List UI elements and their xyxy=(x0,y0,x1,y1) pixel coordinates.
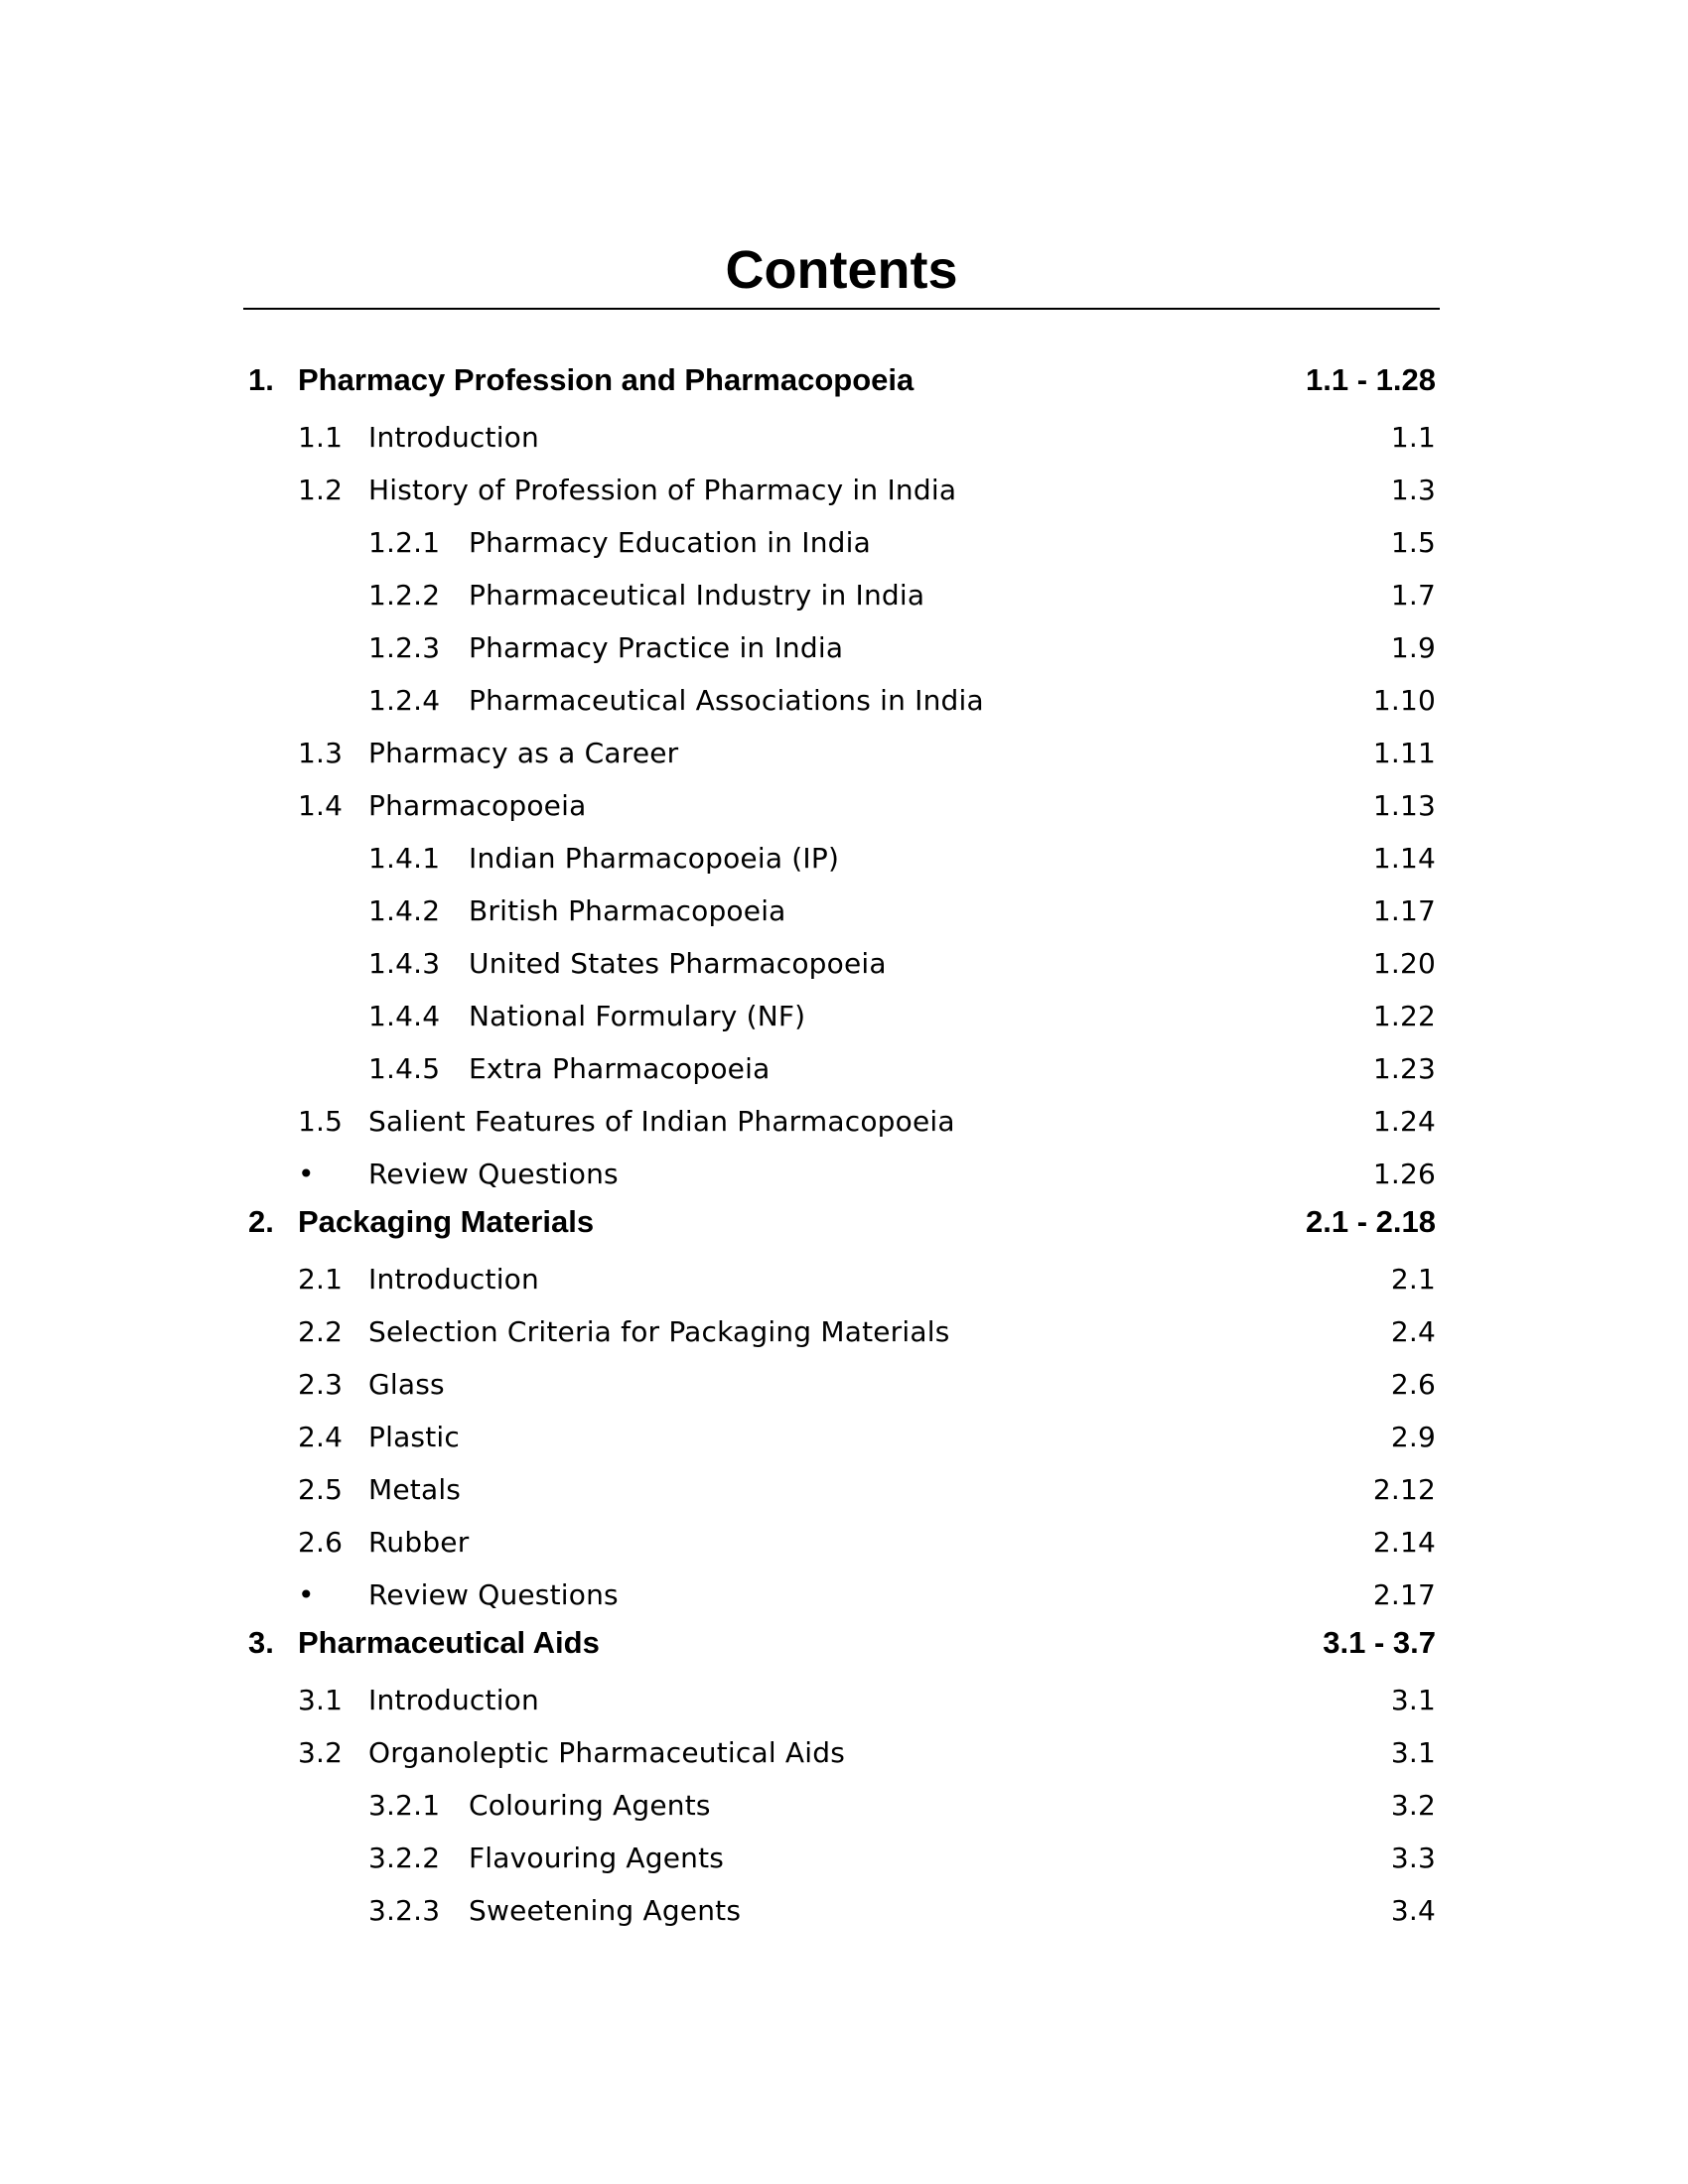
entry-title: Colouring Agents xyxy=(469,1789,711,1822)
bullet-marker: • xyxy=(298,1578,315,1611)
entry-number: 3.1 xyxy=(298,1684,344,1716)
entry-title: Plastic xyxy=(368,1421,460,1453)
entry-number: 1.2 xyxy=(298,474,344,506)
entry-page-number: 2.12 xyxy=(1372,1473,1436,1506)
entry-number: 1.1 xyxy=(298,421,344,454)
toc-section-entry xyxy=(0,727,1688,779)
entry-title: United States Pharmacopoeia xyxy=(469,947,887,980)
entry-page-number: 3.2 xyxy=(1390,1789,1436,1822)
toc-section-entry xyxy=(0,1726,1688,1779)
entry-number: 1.4.3 xyxy=(368,947,441,980)
entry-page-number: 1.23 xyxy=(1372,1052,1436,1085)
entry-page-number: 3.1 xyxy=(1390,1736,1436,1769)
toc-subsection-entry xyxy=(0,937,1688,990)
entry-page-number: 1.24 xyxy=(1372,1105,1436,1138)
toc-section-entry xyxy=(0,779,1688,832)
entry-page-number: 1.1 xyxy=(1390,421,1436,454)
entry-title: National Formulary (NF) xyxy=(469,1000,806,1032)
entry-page-number: 3.3 xyxy=(1390,1842,1436,1874)
entry-page-number: 3.4 xyxy=(1390,1894,1436,1927)
entry-number: 1.3 xyxy=(298,737,344,769)
entry-number: 1.2.2 xyxy=(368,579,441,612)
entry-title: Pharmacy Education in India xyxy=(469,526,871,559)
entry-page-number: 2.1 - 2.18 xyxy=(1306,1204,1436,1239)
toc-section-entry xyxy=(0,1148,1688,1200)
entry-title: Pharmaceutical Industry in India xyxy=(469,579,925,612)
entry-title: Pharmacy as a Career xyxy=(368,737,679,769)
entry-page-number: 2.17 xyxy=(1372,1578,1436,1611)
entry-number: 3.2.2 xyxy=(368,1842,441,1874)
entry-number: 2.5 xyxy=(298,1473,344,1506)
entry-page-number: 2.1 xyxy=(1390,1263,1436,1296)
entry-page-number: 1.11 xyxy=(1372,737,1436,769)
entry-page-number: 2.6 xyxy=(1390,1368,1436,1401)
entry-number: 3.2 xyxy=(298,1736,344,1769)
toc-section-entry xyxy=(0,1569,1688,1621)
toc-section-entry xyxy=(0,1516,1688,1569)
entry-number: 2.4 xyxy=(298,1421,344,1453)
entry-number: 2.3 xyxy=(298,1368,344,1401)
toc-section-entry xyxy=(0,1305,1688,1358)
entry-title: Pharmacy Profession and Pharmacopoeia xyxy=(298,362,914,397)
entry-title: Pharmaceutical Aids xyxy=(298,1625,600,1660)
entry-page-number: 1.22 xyxy=(1372,1000,1436,1032)
entry-title: Introduction xyxy=(368,1263,539,1296)
entry-number: 1.4.4 xyxy=(368,1000,441,1032)
entry-page-number: 3.1 - 3.7 xyxy=(1323,1625,1436,1660)
entry-page-number: 1.10 xyxy=(1372,684,1436,717)
entry-title: Metals xyxy=(368,1473,462,1506)
toc-subsection-entry xyxy=(0,516,1688,569)
toc-subsection-entry xyxy=(0,1832,1688,1884)
entry-title: Organoleptic Pharmaceutical Aids xyxy=(368,1736,845,1769)
toc-subsection-entry xyxy=(0,1779,1688,1832)
toc-chapter-entry xyxy=(0,1616,1688,1669)
entry-number: 2.2 xyxy=(298,1315,344,1348)
toc-subsection-entry xyxy=(0,990,1688,1042)
entry-title: Selection Criteria for Packaging Materials xyxy=(368,1315,950,1348)
entry-title: Salient Features of Indian Pharmacopoeia xyxy=(368,1105,955,1138)
entry-page-number: 1.13 xyxy=(1372,789,1436,822)
entry-title: Packaging Materials xyxy=(298,1204,595,1239)
entry-title: Extra Pharmacopoeia xyxy=(469,1052,771,1085)
entry-title: History of Profession of Pharmacy in India xyxy=(368,474,957,506)
entry-page-number: 1.7 xyxy=(1390,579,1436,612)
entry-page-number: 1.9 xyxy=(1390,631,1436,664)
entry-title: Pharmacopoeia xyxy=(368,789,587,822)
entry-number: 1.2.4 xyxy=(368,684,441,717)
toc-section-entry xyxy=(0,464,1688,516)
entry-number: 3. xyxy=(248,1625,274,1660)
entry-title: Flavouring Agents xyxy=(469,1842,725,1874)
entry-title: British Pharmacopoeia xyxy=(469,894,786,927)
entry-title: Pharmaceutical Associations in India xyxy=(469,684,984,717)
entry-number: 1.4.5 xyxy=(368,1052,441,1085)
toc-section-entry xyxy=(0,1463,1688,1516)
entry-number: 1.2.1 xyxy=(368,526,441,559)
entry-page-number: 1.3 xyxy=(1390,474,1436,506)
entry-page-number: 1.17 xyxy=(1372,894,1436,927)
entry-title: Sweetening Agents xyxy=(469,1894,742,1927)
entry-number: 3.2.3 xyxy=(368,1894,441,1927)
toc-section-entry xyxy=(0,1674,1688,1726)
entry-title: Glass xyxy=(368,1368,445,1401)
toc-chapter-entry xyxy=(0,353,1688,406)
toc-section-entry xyxy=(0,1411,1688,1463)
entry-number: 1.4.2 xyxy=(368,894,441,927)
toc-subsection-entry xyxy=(0,832,1688,885)
entry-page-number: 2.4 xyxy=(1390,1315,1436,1348)
toc-section-entry xyxy=(0,411,1688,464)
entry-number: 2.1 xyxy=(298,1263,344,1296)
toc-subsection-entry xyxy=(0,1042,1688,1095)
toc-section-entry xyxy=(0,1358,1688,1411)
entry-number: 3.2.1 xyxy=(368,1789,441,1822)
entry-title: Pharmacy Practice in India xyxy=(469,631,844,664)
entry-number: 1.4.1 xyxy=(368,842,441,875)
toc-subsection-entry xyxy=(0,569,1688,621)
entry-title: Review Questions xyxy=(368,1158,619,1190)
entry-page-number: 2.14 xyxy=(1372,1526,1436,1559)
page-title: Contents xyxy=(725,240,958,300)
entry-title: Rubber xyxy=(368,1526,470,1559)
toc-section-entry xyxy=(0,1253,1688,1305)
entry-page-number: 1.5 xyxy=(1390,526,1436,559)
toc-subsection-entry xyxy=(0,1884,1688,1937)
bullet-marker: • xyxy=(298,1158,315,1190)
entry-number: 1.4 xyxy=(298,789,344,822)
entry-page-number: 1.26 xyxy=(1372,1158,1436,1190)
entry-number: 1. xyxy=(248,362,274,397)
entry-page-number: 1.1 - 1.28 xyxy=(1306,362,1436,397)
entry-title: Indian Pharmacopoeia (IP) xyxy=(469,842,840,875)
entry-page-number: 2.9 xyxy=(1390,1421,1436,1453)
toc-subsection-entry xyxy=(0,674,1688,727)
toc-subsection-entry xyxy=(0,621,1688,674)
entry-title: Introduction xyxy=(368,421,539,454)
entry-number: 2.6 xyxy=(298,1526,344,1559)
entry-number: 1.5 xyxy=(298,1105,344,1138)
toc-section-entry xyxy=(0,1095,1688,1148)
entry-page-number: 3.1 xyxy=(1390,1684,1436,1716)
entry-number: 1.2.3 xyxy=(368,631,441,664)
entry-page-number: 1.14 xyxy=(1372,842,1436,875)
entry-title: Review Questions xyxy=(368,1578,619,1611)
entry-title: Introduction xyxy=(368,1684,539,1716)
toc-chapter-entry xyxy=(0,1195,1688,1248)
entry-number: 2. xyxy=(248,1204,274,1239)
toc-subsection-entry xyxy=(0,885,1688,937)
entry-page-number: 1.20 xyxy=(1372,947,1436,980)
